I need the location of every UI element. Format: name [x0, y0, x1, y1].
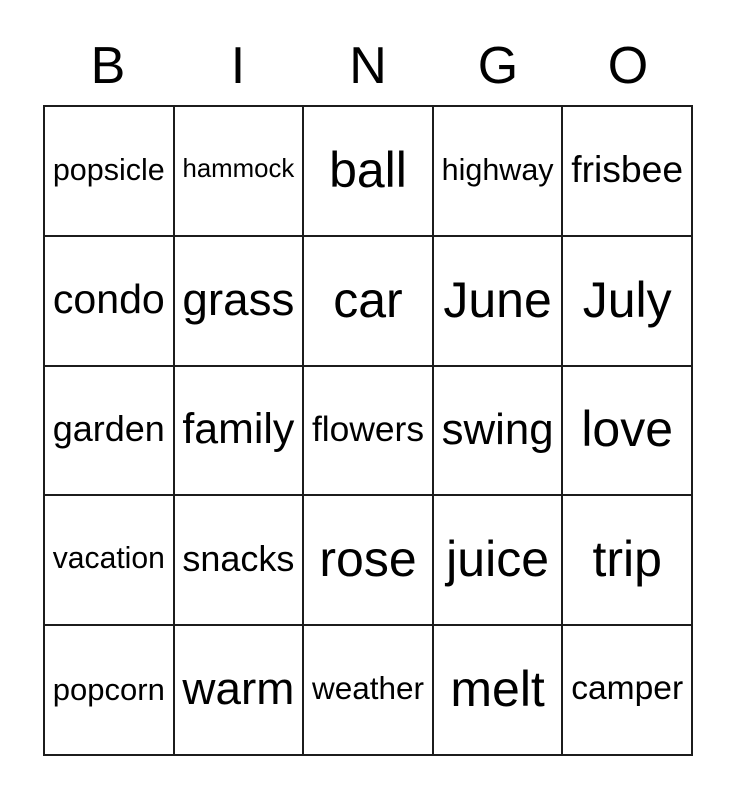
bingo-cell[interactable]	[562, 366, 692, 496]
bingo-grid	[43, 105, 693, 756]
bingo-cell[interactable]	[562, 236, 692, 366]
bingo-cell[interactable]	[174, 495, 304, 625]
bingo-cell[interactable]	[44, 495, 174, 625]
cell-word: grass	[182, 273, 295, 325]
cell-word: love	[581, 401, 674, 458]
bingo-cell[interactable]	[44, 106, 174, 236]
cell-word: vacation	[52, 542, 165, 576]
cell-word: flowers	[311, 408, 425, 449]
cell-word: condo	[52, 276, 165, 323]
bingo-cell[interactable]	[433, 106, 563, 236]
cell-word: ball	[329, 141, 407, 198]
title-letter-i: I	[230, 37, 246, 95]
bingo-cell[interactable]	[303, 495, 433, 625]
bingo-cell[interactable]	[303, 366, 433, 496]
title-letter-g: G	[477, 37, 519, 95]
cell-word: warm	[182, 663, 295, 715]
cell-word: family	[182, 405, 295, 454]
cell-word: June	[443, 271, 552, 328]
cell-word: camper	[571, 670, 684, 708]
bingo-cell[interactable]	[433, 495, 563, 625]
cell-word: juice	[446, 531, 550, 588]
bingo-cell[interactable]	[433, 625, 563, 755]
bingo-cell[interactable]	[303, 236, 433, 366]
cell-word: July	[582, 271, 672, 328]
cell-word: garden	[52, 408, 165, 450]
cell-word: rose	[319, 531, 417, 588]
bingo-cell[interactable]	[44, 236, 174, 366]
title-letter-b: B	[90, 37, 126, 95]
cell-word: popsicle	[52, 152, 165, 187]
title-letter-n: N	[349, 37, 387, 95]
cell-word: snacks	[182, 538, 295, 580]
bingo-cell[interactable]	[44, 366, 174, 496]
cell-word: trip	[592, 531, 662, 588]
title-letter-o: O	[607, 37, 649, 95]
bingo-title	[43, 37, 693, 95]
bingo-cell[interactable]	[562, 106, 692, 236]
bingo-cell[interactable]	[303, 625, 433, 755]
bingo-cell[interactable]	[433, 366, 563, 496]
cell-word: frisbee	[571, 148, 684, 191]
bingo-cell[interactable]	[174, 366, 304, 496]
cell-word: weather	[311, 670, 425, 707]
cell-word: car	[333, 271, 403, 328]
cell-word: swing	[441, 404, 554, 454]
bingo-cell[interactable]	[303, 106, 433, 236]
cell-word: popcorn	[52, 671, 165, 707]
cell-word: highway	[441, 152, 554, 187]
bingo-cell[interactable]	[562, 625, 692, 755]
bingo-cell[interactable]	[562, 495, 692, 625]
bingo-cell[interactable]	[433, 236, 563, 366]
bingo-cell[interactable]	[174, 236, 304, 366]
bingo-cell[interactable]	[174, 625, 304, 755]
cell-word: hammock	[182, 155, 295, 183]
bingo-cell[interactable]	[44, 625, 174, 755]
cell-word: melt	[450, 661, 545, 718]
bingo-cell[interactable]	[174, 106, 304, 236]
